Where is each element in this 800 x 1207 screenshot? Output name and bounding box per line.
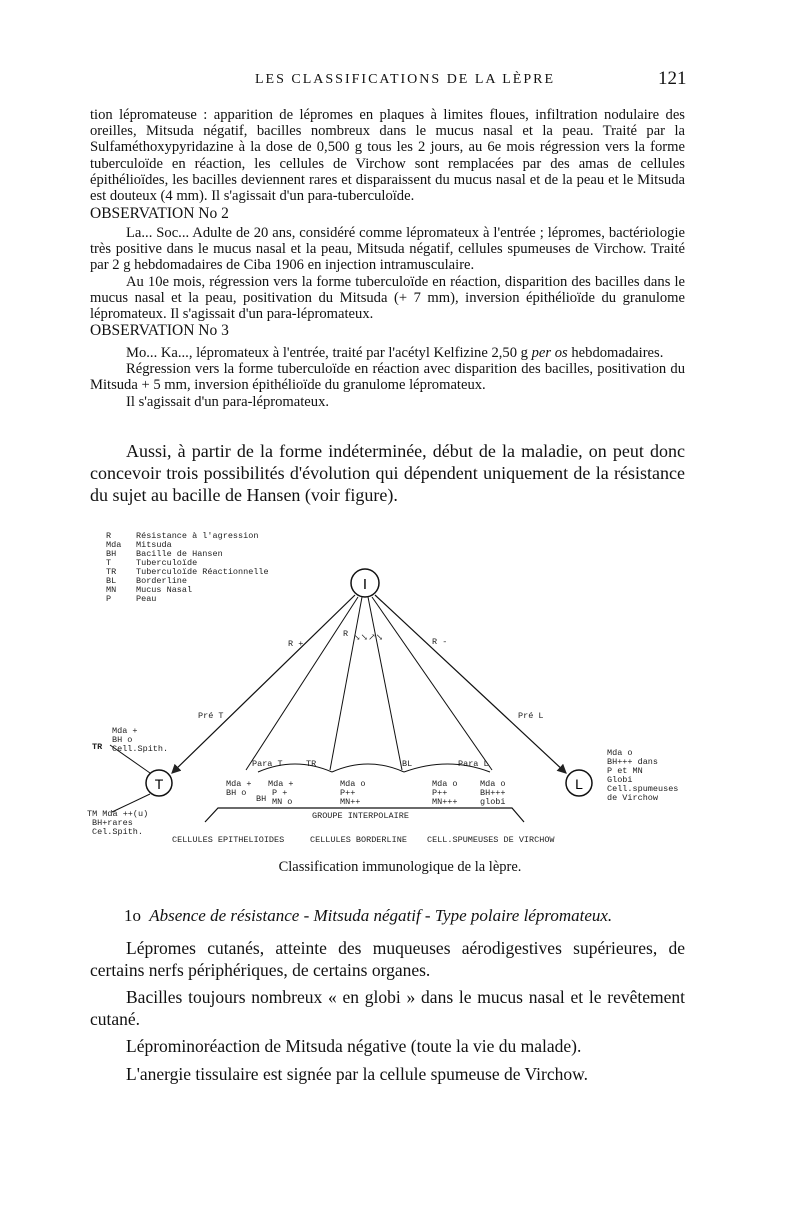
legend-text-4: Tuberculoïde Réactionnelle	[136, 567, 269, 577]
figure-caption: Classification immunologique de la lèpre.	[278, 859, 522, 875]
g3-line-0: Mda o	[432, 779, 458, 789]
observation-2-p1: La... Soc... Adulte de 20 ans, considéré comme lépromateux à l'entrée ; lépromes, bactériologie très positive dans le mucus nasal et la peau, Mitsuda négatif, cellules spumeuses de Virchow. Traité par 2 g hebdomadaires de Ciba 1906 en injection intramusculaire.	[90, 225, 685, 274]
immunological-classification-figure	[0, 520, 800, 850]
g4-line-1: BH+++	[480, 788, 506, 798]
legend-text-3: Tuberculoïde	[136, 558, 198, 568]
pre-t-label: Pré T	[198, 711, 224, 721]
g4-line-2: globi	[480, 797, 506, 807]
observation-2-heading: OBSERVATION No 2	[90, 205, 229, 222]
observation-3-p2: Régression vers la forme tuberculoïde en réaction avec disparition des bacilles, positivation du Mitsuda + 5 mm, inversion épithélioïde du granulome lépromateux.	[90, 361, 685, 394]
g3-line-1: P++	[432, 788, 448, 798]
tr-left-line-1: BH o	[112, 735, 133, 745]
g1b-line-1: P +	[272, 788, 288, 798]
final-paragraph-2: Léprominoréaction de Mitsuda négative (toute la vie du malade).	[126, 1036, 582, 1056]
line-para-t	[246, 597, 358, 770]
line-tr	[330, 597, 362, 770]
legend-text-5: Borderline	[136, 576, 188, 586]
summary-paragraph: Aussi, à partir de la forme indéterminée, début de la maladie, on peut donc concevoir trois possibilités d'évolution qui dépendent uniquement de la résistance du sujet au bacille de Hansen (voir figure).	[90, 441, 685, 505]
g2-line-2: MN++	[340, 797, 361, 807]
observation-3-heading: OBSERVATION No 3	[90, 322, 229, 339]
node-l-label: L	[575, 776, 583, 792]
legend-abbr-5: BL	[106, 576, 117, 586]
final-paragraph-3: L'anergie tissulaire est signée par la cellule spumeuse de Virchow.	[126, 1063, 588, 1084]
pre-l-label: Pré L	[518, 711, 544, 721]
page-number: 121	[658, 68, 687, 89]
observation-3-body	[90, 345, 685, 410]
bottom-label-0: CELLULES EPITHELIOIDES	[172, 835, 285, 845]
g1a-line-1: BH o	[226, 788, 247, 798]
l-line-2: P et MN	[607, 766, 643, 776]
running-title: LES CLASSIFICATIONS DE LA LÈPRE	[255, 72, 556, 87]
tr-left-line-0: Mda +	[112, 726, 138, 736]
running-header	[0, 68, 800, 94]
section-number: 1o	[124, 906, 141, 925]
observation-3-p3: Il s'agissait d'un para-lépromateux.	[126, 393, 330, 410]
section-title: Absence de résistance - Mitsuda négatif - Type polaire lépromateux.	[149, 906, 613, 925]
final-paragraph-0: Lépromes cutanés, atteinte des muqueuses aérodigestives supérieures, de certains nerfs périphériques, de certains organes.	[90, 938, 685, 980]
g2-line-0: Mda o	[340, 779, 366, 789]
l-line-0: Mda o	[607, 748, 633, 758]
l-line-1: BH+++ dans	[607, 757, 659, 767]
section-heading	[124, 906, 612, 926]
group-label-tr: TR	[306, 759, 317, 769]
legend-abbr-4: TR	[106, 567, 117, 577]
arrow-to-t	[172, 595, 355, 773]
legend-abbr-0: R	[106, 531, 112, 541]
tm-line-0: TM Mda ++(u)	[87, 809, 149, 819]
intro-paragraph: tion lépromateuse : apparition de lépromes en plaques à limites floues, infiltration nodulaire des oreilles, Mitsuda négatif, bacilles nombreux dans le mucus nasal et la peau. Traité par la Sulfaméthoxypyridazine à la dose de 0,500 g tous les 2 jours, au 6e mois régression vers la forme tuberculoïde en réaction, les cellules de Virchow sont remplacées par des amas de cellules épithélioïdes, les bacilles deviennent rares et disparaissent du mucus nasal et de la peau et le Mitsuda est douteux (4 mm). Il s'agissait d'un para-tuberculoïde.	[90, 107, 685, 205]
legend-text-1: Mitsuda	[136, 540, 172, 550]
observation-3-p1: Mo... Ka..., lépromateux à l'entrée, traité par l'acétyl Kelfizine 2,50 g per os hebdomadaires.	[126, 345, 664, 361]
tm-line-1: BH+rares	[92, 818, 133, 828]
bottom-label-1: CELLULES BORDERLINE	[310, 835, 407, 845]
figure-legend	[106, 531, 269, 604]
node-i-label: I	[362, 576, 368, 593]
g1b-bh: BH	[256, 794, 267, 804]
arrow-to-l	[375, 595, 566, 773]
small-arrows-icon: ↘↘↗↘	[353, 632, 384, 642]
legend-text-6: Mucus Nasal	[136, 585, 193, 595]
groupe-interpolaire: GROUPE INTERPOLAIRE	[312, 811, 409, 821]
tr-left-line-2: Cell.Spith.	[112, 744, 169, 754]
l-line-4: Cell.spumeuses	[607, 784, 679, 794]
bottom-label-2: CELL.SPUMEUSES DE VIRCHOW	[427, 835, 555, 845]
l-line-3: Globi	[607, 775, 633, 785]
g1b-line-2: MN o	[272, 797, 293, 807]
curve-arrow-2	[332, 764, 404, 772]
legend-text-2: Bacille de Hansen	[136, 549, 223, 559]
line-bl	[368, 597, 402, 770]
legend-abbr-7: P	[106, 594, 112, 604]
g1b-line-0: Mda +	[268, 779, 294, 789]
final-paragraph-1: Bacilles toujours nombreux « en globi » dans le mucus nasal et le revêtement cutané.	[90, 987, 685, 1029]
legend-text-0: Résistance à l'agression	[136, 531, 259, 541]
r-plus-label: R +	[288, 639, 304, 649]
r-center-label: R	[343, 629, 349, 639]
g4-line-0: Mda o	[480, 779, 506, 789]
g1a-line-0: Mda +	[226, 779, 252, 789]
legend-abbr-1: Mda	[106, 540, 122, 550]
legend-abbr-2: BH	[106, 549, 117, 559]
r-minus-label: R -	[432, 637, 448, 647]
final-body	[90, 938, 685, 1085]
group-label-para-t: Para T	[252, 759, 283, 769]
legend-text-7: Peau	[136, 594, 157, 604]
g3-line-2: MN+++	[432, 797, 458, 807]
tm-line-2: Cel.Spith.	[92, 827, 144, 837]
legend-abbr-6: MN	[106, 585, 117, 595]
observation-2-body	[90, 225, 685, 322]
legend-abbr-3: T	[106, 558, 112, 568]
g2-line-1: P++	[340, 788, 356, 798]
node-t-label: T	[154, 776, 164, 792]
tr-left-label: TR	[92, 742, 103, 752]
observation-2-p2: Au 10e mois, régression vers la forme tuberculoïde en réaction, disparition des bacilles dans le mucus nasal et la peau, positivation du Mitsuda (+ 7 mm), inversion épithélioïde du granulome lépromateux. Il s'agissait d'un para-lépromateux.	[90, 273, 685, 323]
group-label-bl: BL	[402, 759, 413, 769]
l-line-5: de Virchow	[607, 793, 659, 803]
line-para-l	[372, 597, 492, 770]
group-label-para-l: Para L	[458, 759, 489, 769]
